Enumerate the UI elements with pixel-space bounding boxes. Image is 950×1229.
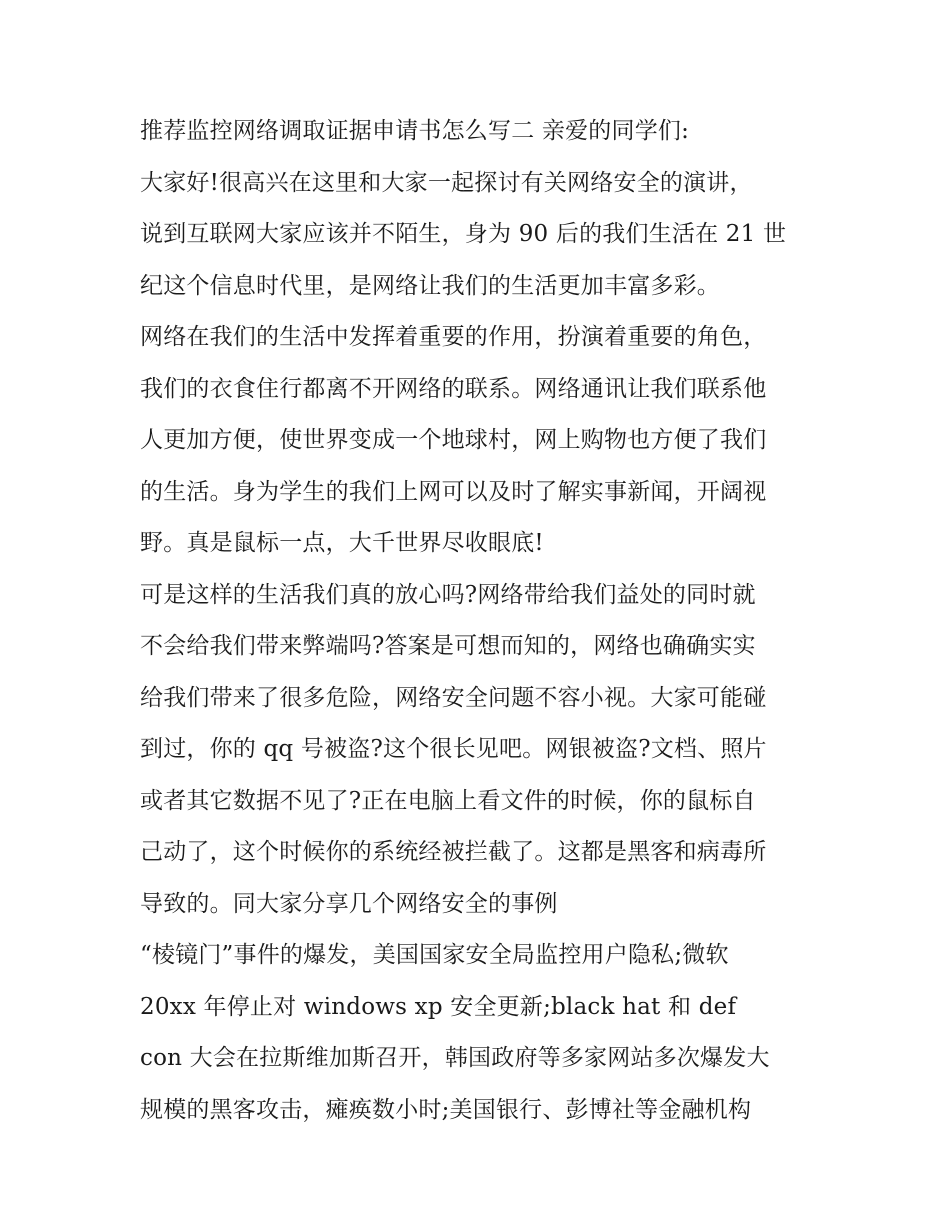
text-line: 规模的黑客攻击，瘫痪数小时;美国银行、彭博社等金融机构 [140, 1096, 752, 1123]
text-line: 纪这个信息时代里，是网络让我们的生活更加丰富多彩。 [140, 272, 720, 299]
text-line: 不会给我们带来弊端吗?答案是可想而知的，网络也确确实实 [140, 633, 756, 659]
text-line: 可是这样的生活我们真的放心吗?网络带给我们益处的同时就 [140, 581, 756, 608]
text-line: con 大会在拉斯维加斯召开，韩国政府等多家网站多次爆发大 [140, 1045, 770, 1071]
text-line: 给我们带来了很多危险，网络安全问题不容小视。大家可能碰 [140, 684, 767, 711]
text-line: 导致的。同大家分享几个网络安全的事例 [140, 890, 558, 917]
text-line: 网络在我们的生活中发挥着重要的作用，扮演着重要的角色， [140, 324, 767, 350]
document-body [140, 106, 840, 1136]
text-line: 说到互联网大家应该并不陌生，身为 90 后的我们生活在 21 世 [140, 221, 787, 247]
text-line: 大家好!很高兴在这里和大家一起探讨有关网络安全的演讲， [140, 169, 753, 196]
text-line: “棱镜门”事件的爆发，美国国家安全局监控用户隐私;微软 [140, 942, 729, 968]
text-line: 人更加方便，使世界变成一个地球村，网上购物也方便了我们 [140, 427, 767, 453]
text-line: 或者其它数据不见了?正在电脑上看文件的时候，你的鼠标自 [140, 787, 756, 814]
text-line: 野。真是鼠标一点，大千世界尽收眼底! [140, 530, 544, 556]
text-line: 推荐监控网络调取证据申请书怎么写二 亲爱的同学们: [140, 118, 690, 144]
text-line: 到过，你的 qq 号被盗?这个很长见吧。网银被盗?文档、照片 [140, 736, 767, 762]
text-line: 我们的衣食住行都离不开网络的联系。网络通讯让我们联系他 [140, 375, 767, 402]
text-line: 20xx 年停止对 windows xp 安全更新;black hat 和 def [140, 993, 737, 1020]
text-line: 己动了，这个时候你的系统经被拦截了。这都是黑客和病毒所 [140, 839, 767, 865]
text-line: 的生活。身为学生的我们上网可以及时了解实事新闻，开阔视 [140, 478, 767, 505]
